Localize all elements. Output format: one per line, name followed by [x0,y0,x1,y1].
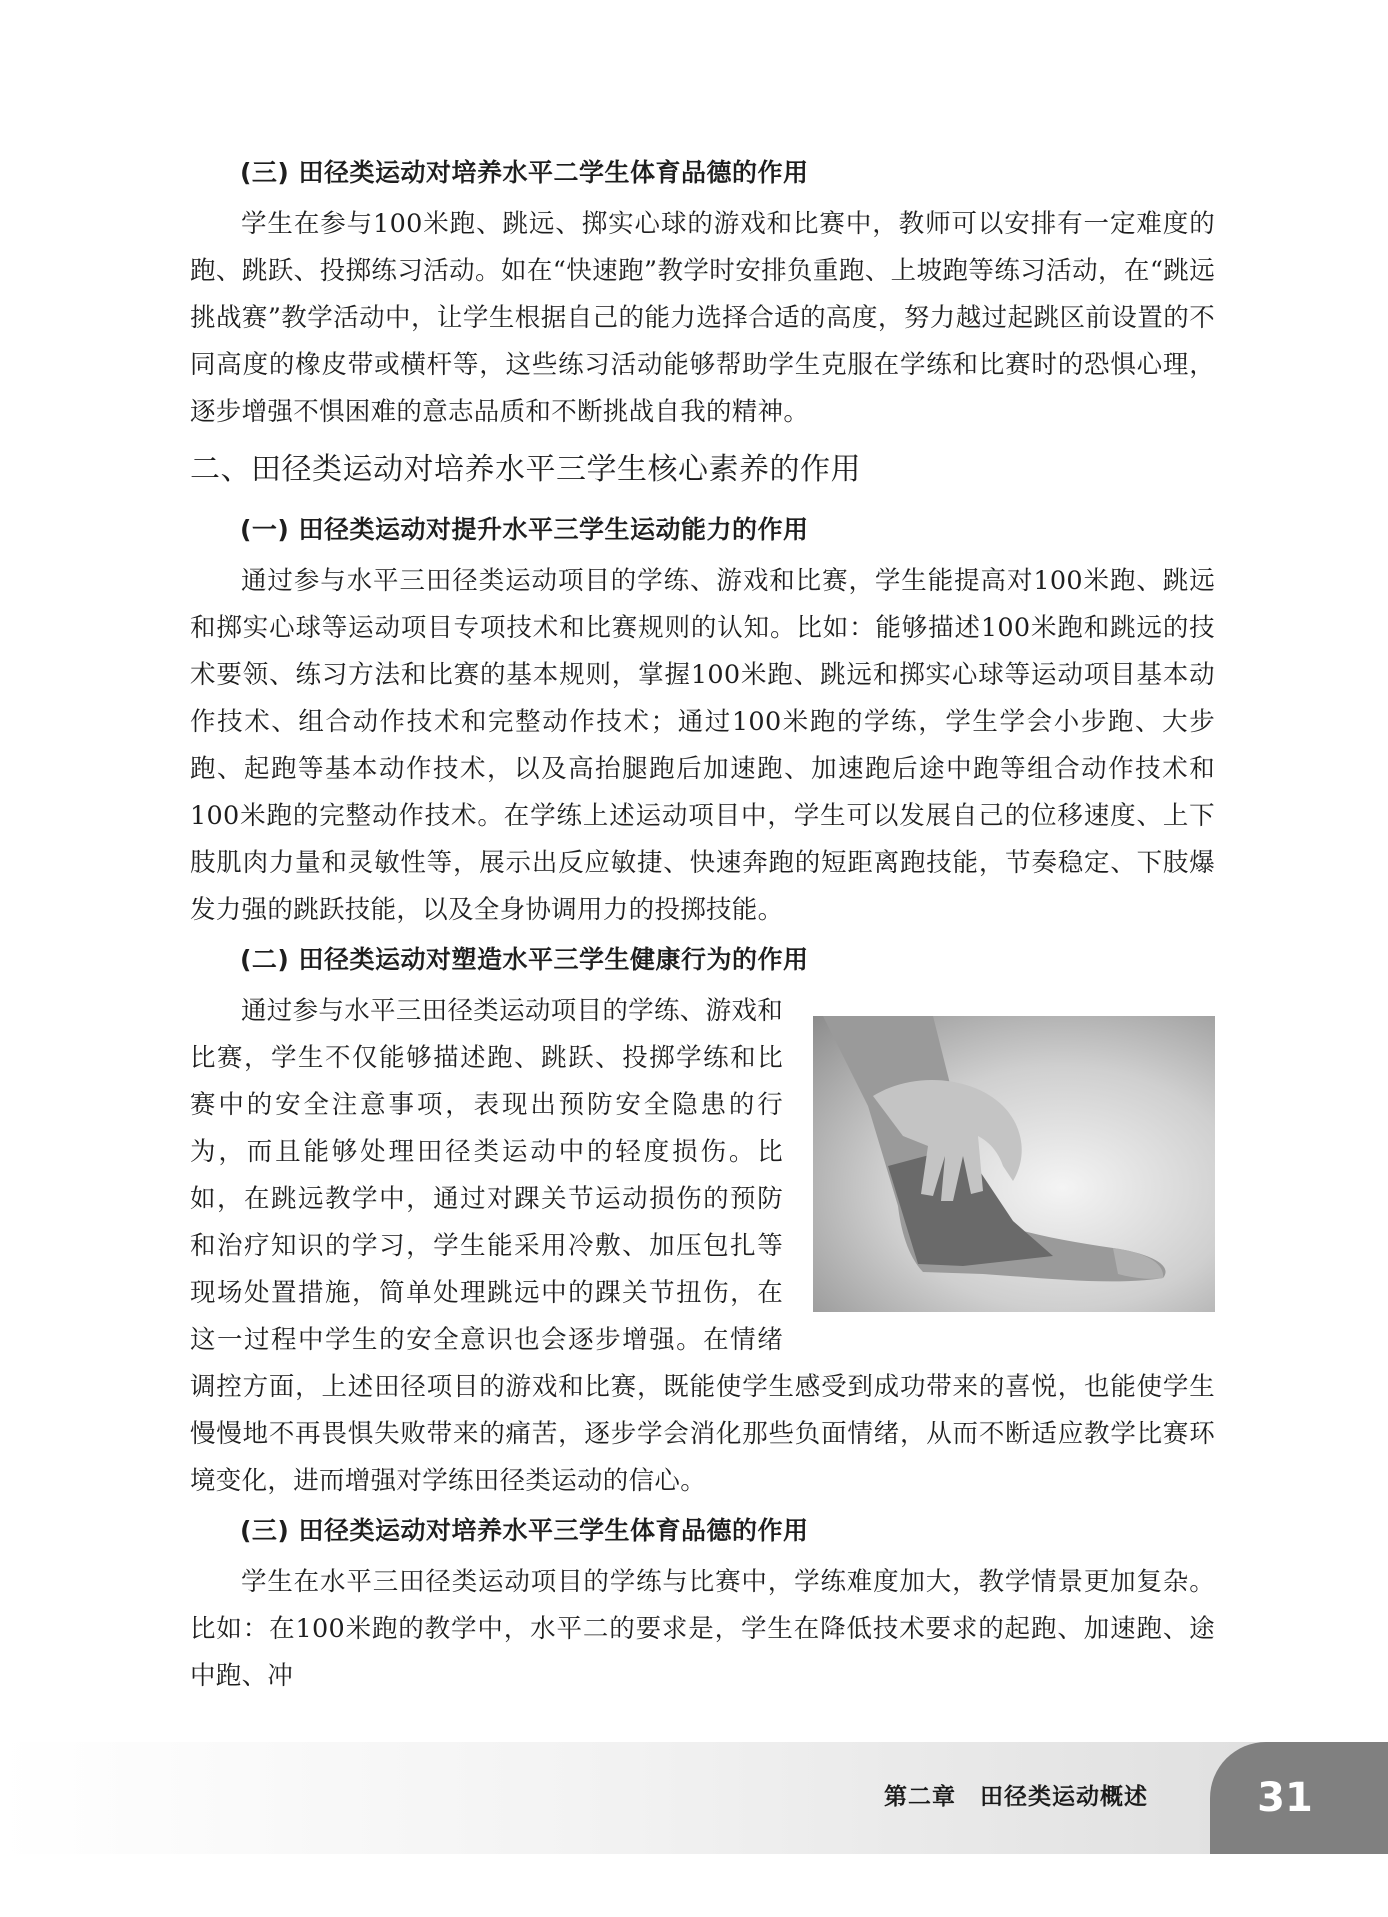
paragraph-motor-ability: 通过参与水平三田径类运动项目的学练、游戏和比赛，学生能提高对100米跑、跳远和掷实心球等运动项目专项技术和比赛规则的认知。比如：能够描述100米跑和跳远的技术要领、练习方法和比赛的基本规则，掌握100米跑、跳远和掷实心球等运动项目基本动作技术、组合动作技术和完整动作技术；通过100米跑的学练，学生学会小步跑、大步跑、起跑等基本动作技术，以及高抬腿跑后加速跑、加速跑后途中跑等组合动作技术和100米跑的完整动作技术。在学练上述运动项目中，学生可以发展自己的位移速度、上下肢肌肉力量和灵敏性等，展示出反应敏捷、快速奔跑的短距离跑技能，节奏稳定、下肢爆发力强的跳跃技能，以及全身协调用力的投掷技能。 [190,566,1215,925]
section-heading-level3-morality: (三) 田径类运动对培养水平三学生体育品德的作用 [240,1516,809,1545]
page-number: 31 [1257,1775,1313,1821]
paragraph-health-behavior: 通过参与水平三田径类运动项目的学练、游戏和比赛，学生不仅能够描述跑、跳跃、投掷学练和比赛中的安全注意事项，表现出预防安全隐患的行为，而且能够处理田径类运动中的轻度损伤。比如，在跳远教学中，通过对踝关节运动损伤的预防和治疗知识的学习，学生能采用冷敷、加压包扎等现场处置措施，简单处理跳远中的踝关节扭伤，在这一过程中学生的安全意识也会逐步增强。在情绪调控方面，上述田径项目的游戏和比赛，既能使学生感受到成功带来的喜悦，也能使学生慢慢地不再畏惧失败带来的痛苦，逐步学会消化那些负面情绪，从而不断适应教学比赛环境变化，进而增强对学练田径类运动的信心。 [190,996,1215,1496]
section-heading-motor-ability: (一) 田径类运动对提升水平三学生运动能力的作用 [240,515,809,544]
ankle-photo-illustration [813,1016,1215,1312]
page-content [190,155,1215,1708]
section-heading-level2-morality: (三) 田径类运动对培养水平二学生体育品德的作用 [240,158,809,187]
section-heading-health-behavior: (二) 田径类运动对塑造水平三学生健康行为的作用 [240,945,809,974]
footer-chapter-title: 第二章 田径类运动概述 [884,1784,1148,1810]
ankle-injury-photo [813,1016,1215,1312]
footer-band [0,1742,1388,1854]
chapter-section-heading: 二、田径类运动对培养水平三学生核心素养的作用 [190,452,861,487]
paragraph-level3-morality: 学生在水平三田径类运动项目的学练与比赛中，学练难度加大，教学情景更加复杂。比如：在100米跑的教学中，水平二的要求是，学生在降低技术要求的起跑、加速跑、途中跑、冲 [190,1567,1215,1691]
paragraph-level2-morality: 学生在参与100米跑、跳远、掷实心球的游戏和比赛中，教师可以安排有一定难度的跑、跳跃、投掷练习活动。如在“快速跑”教学时安排负重跑、上坡跑等练习活动，在“跳远挑战赛”教学活动中，让学生根据自己的能力选择合适的高度，努力越过起跳区前设置的不同高度的橡皮带或横杆等，这些练习活动能够帮助学生克服在学练和比赛时的恐惧心理，逐步增强不惧困难的意志品质和不断挑战自我的精神。 [190,209,1215,427]
toes-shape [1113,1248,1163,1279]
